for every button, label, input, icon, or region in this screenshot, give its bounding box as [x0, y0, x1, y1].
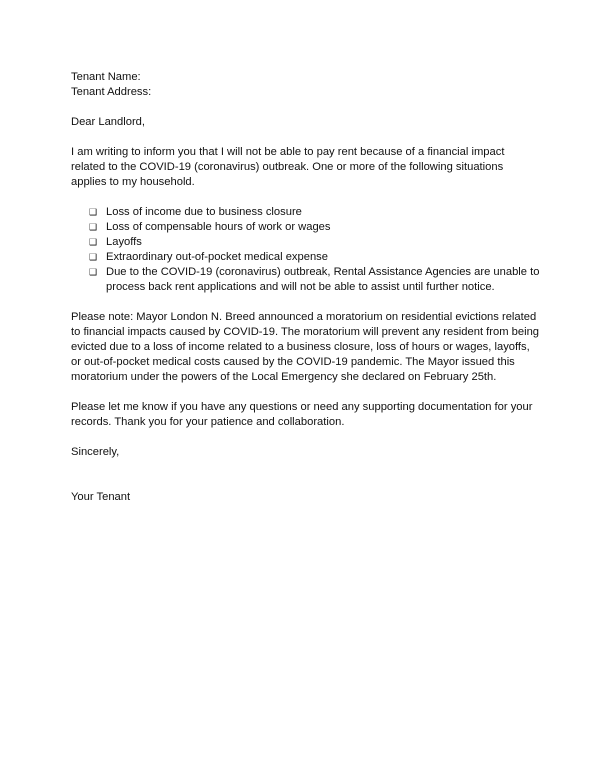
- situation-text: Due to the COVID-19 (coronavirus) outbreak, Rental Assistance Agencies are unable to process back rent applications and will not be able to assist until further notice.: [106, 266, 540, 293]
- checkbox-icon: ❑: [89, 252, 98, 262]
- tenant-name-label: Tenant Name:: [71, 71, 141, 83]
- checkbox-icon: ❑: [89, 267, 98, 277]
- situations-list: [71, 205, 541, 295]
- followup-paragraph: Please let me know if you have any questions or need any supporting documentation for your records. Thank you for your patience and collaboration.: [71, 401, 533, 428]
- situation-text: Loss of compensable hours of work or wages: [106, 221, 331, 233]
- tenant-address-label: Tenant Address:: [71, 86, 152, 98]
- checkbox-icon: ❑: [89, 237, 98, 247]
- list-item: [89, 265, 541, 295]
- situation-text: Layoffs: [106, 236, 142, 248]
- list-item: [89, 220, 541, 235]
- list-item: [89, 250, 541, 265]
- list-item: [89, 205, 541, 220]
- checkbox-icon: ❑: [89, 207, 98, 217]
- intro-paragraph: I am writing to inform you that I will not be able to pay rent because of a financial impact related to the COVID-19 (coronavirus) outbreak. One or more of the following situations applies to my household.: [71, 146, 505, 188]
- signature: Your Tenant: [71, 491, 131, 503]
- closing: Sincerely,: [71, 446, 120, 458]
- checkbox-icon: ❑: [89, 222, 98, 232]
- list-item: [89, 235, 541, 250]
- situation-text: Loss of income due to business closure: [106, 206, 302, 218]
- situation-text: Extraordinary out-of-pocket medical expense: [106, 251, 328, 263]
- salutation: Dear Landlord,: [71, 116, 146, 128]
- note-paragraph: Please note: Mayor London N. Breed announced a moratorium on residential evictions related to financial impacts caused by COVID-19. The moratorium will prevent any resident from being evicted due to a loss of income related to a business closure, loss of hours or wages, layoffs, or out-of-pocket medical costs caused by the COVID-19 pandemic. The Mayor issued this moratorium under the powers of the Local Emergency she declared on February 25th.: [71, 311, 540, 383]
- letter: [71, 70, 541, 505]
